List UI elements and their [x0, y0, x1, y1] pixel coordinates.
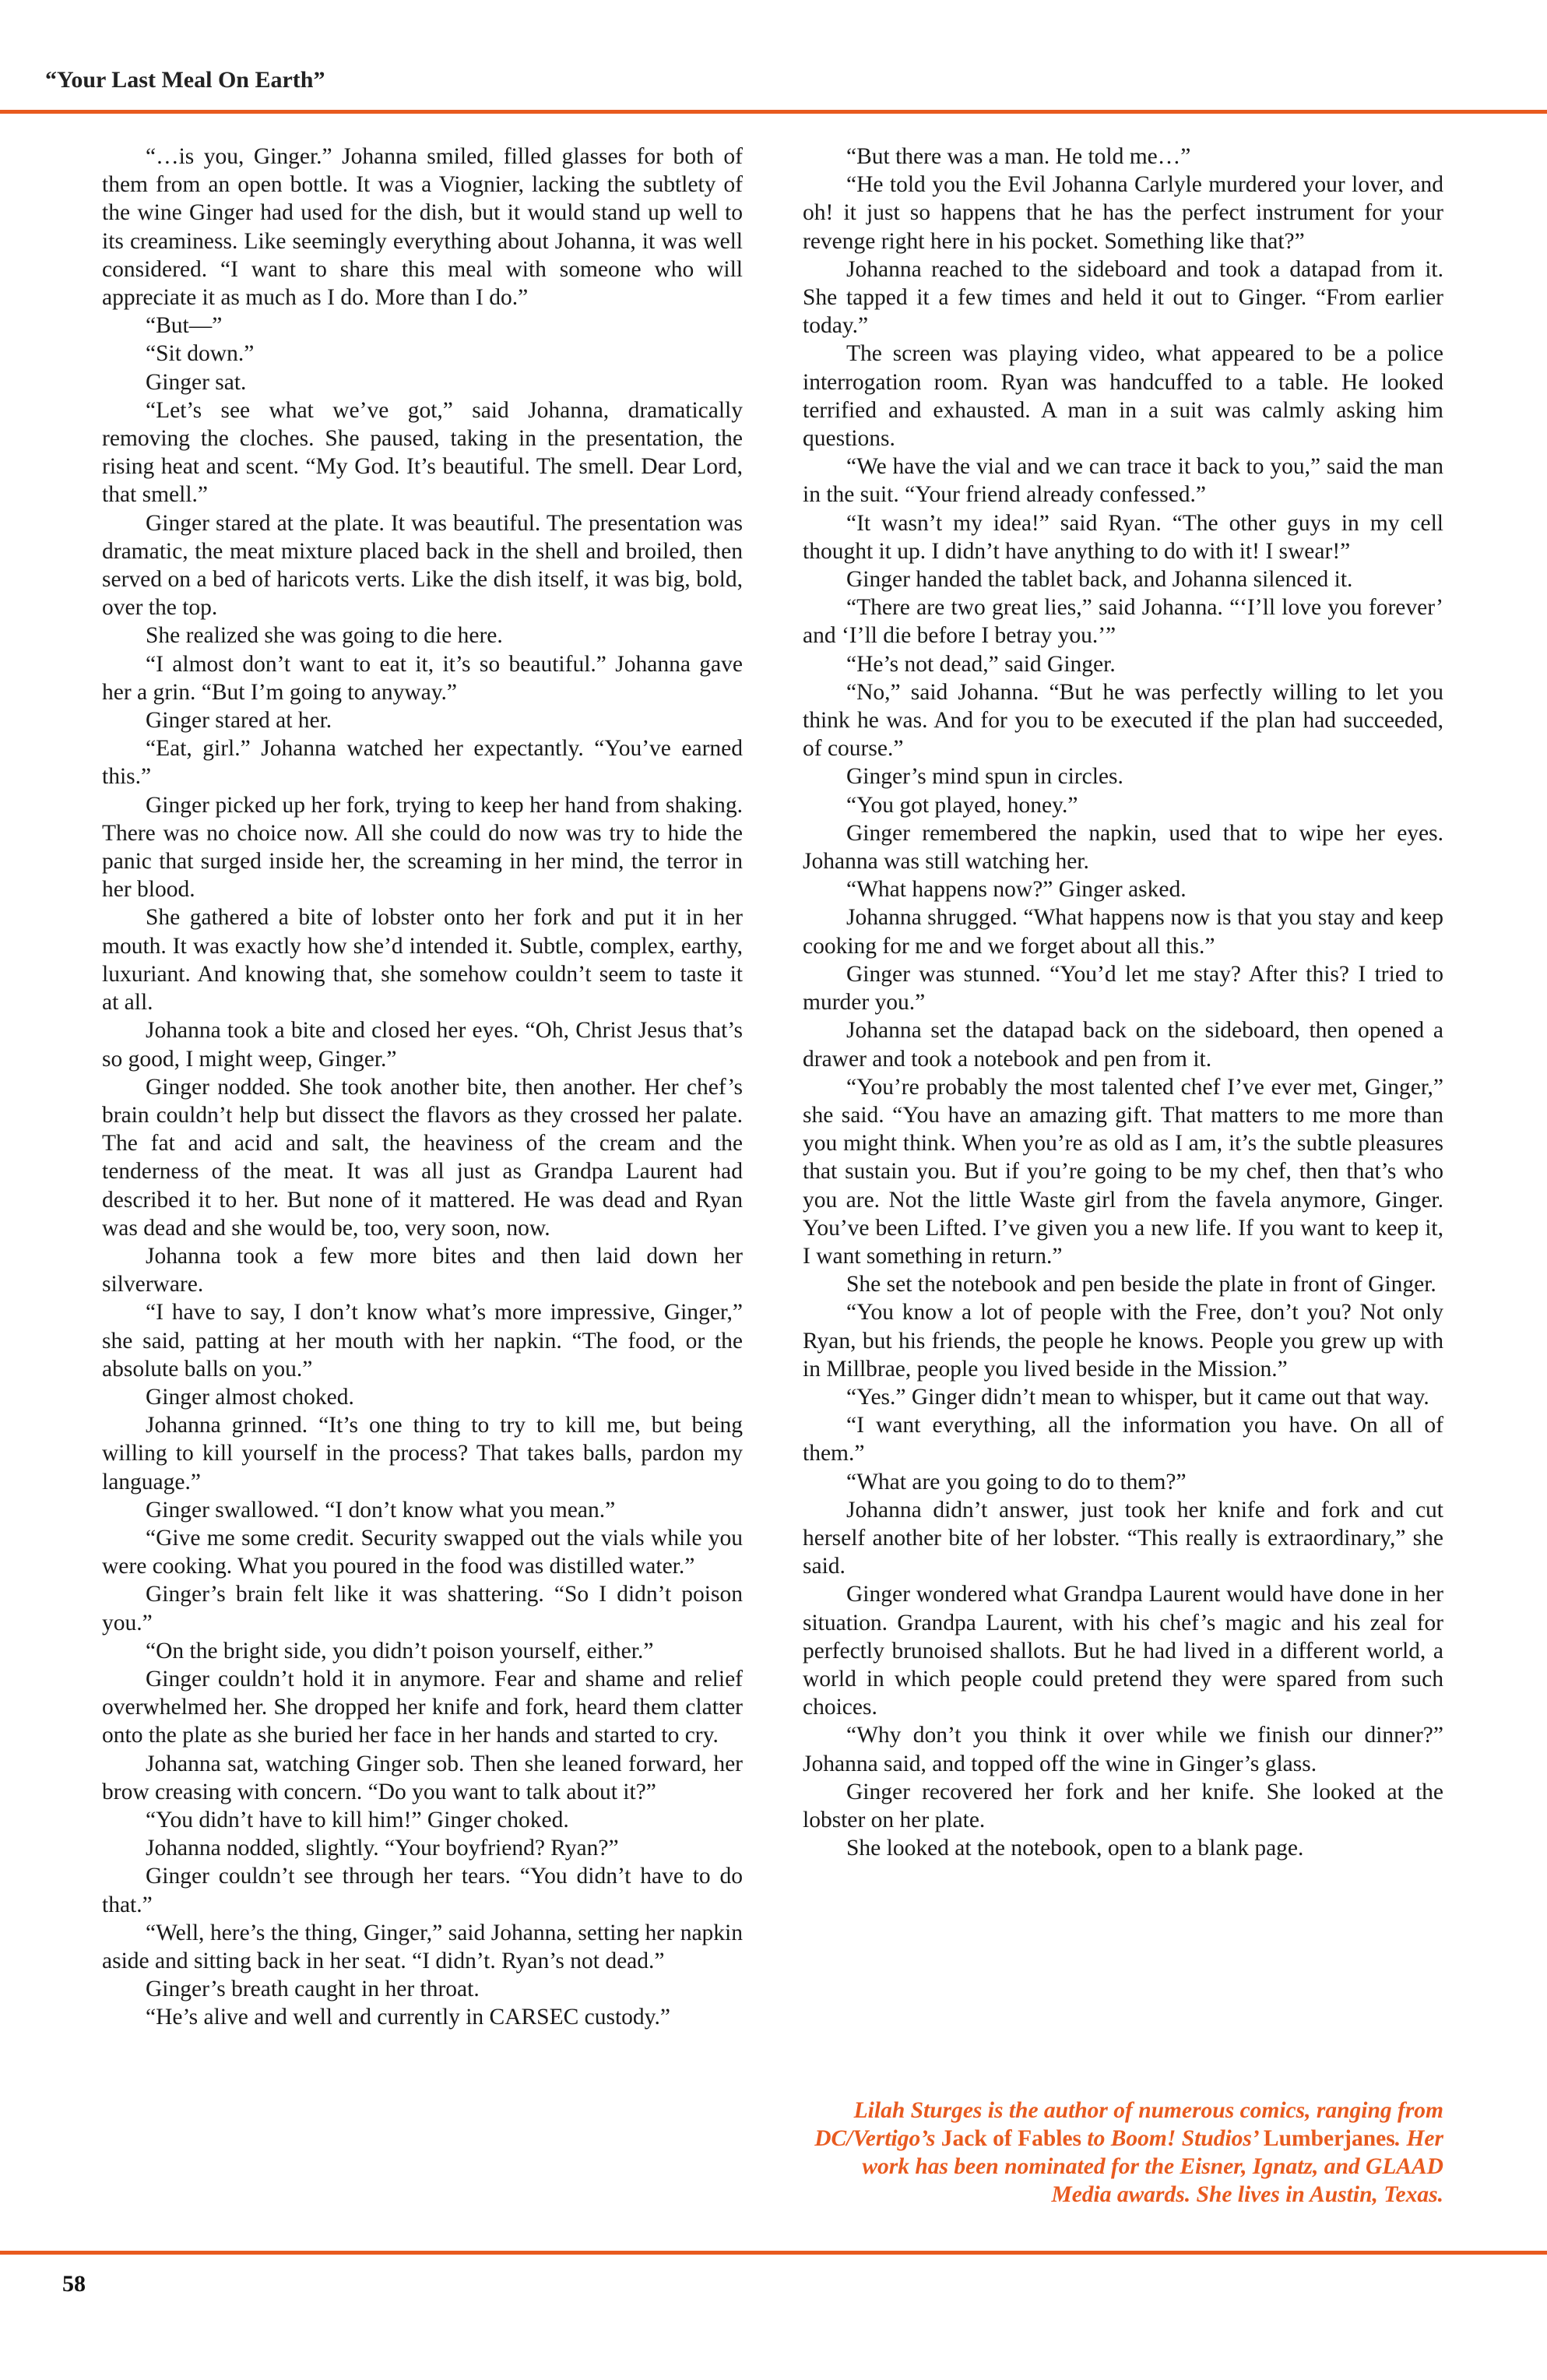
- paragraph: Ginger handed the tablet back, and Johanna silenced it.: [846, 567, 1353, 593]
- paragraph: Ginger’s mind spun in circles.: [846, 764, 1123, 790]
- paragraph: Ginger almost choked.: [146, 1384, 354, 1410]
- paragraph: “Eat, girl.” Johanna watched her expectantly. “You’ve earned this.”: [102, 736, 743, 790]
- paragraph: She gathered a bite of lobster onto her fork and put it in her mouth. It was exactly how she’d intended it. Subtle, complex, earthy, luxuriant. And knowing that, she somehow couldn’t seem to taste it at all.: [102, 905, 743, 1016]
- paragraph: Ginger picked up her fork, trying to keep her hand from shaking. There was no choice now. All she could do now was try to hide the panic that surged inside her, the screaming in her mind, the terror in her blood.: [102, 792, 743, 903]
- paragraph: Ginger was stunned. “You’d let me stay? After this? I tried to murder you.”: [803, 961, 1443, 1016]
- paragraph: Johanna set the datapad back on the sideboard, then opened a drawer and took a notebook and pen from it.: [803, 1018, 1443, 1072]
- paragraph: She looked at the notebook, open to a blank page.: [846, 1836, 1304, 1861]
- paragraph: “What are you going to do to them?”: [846, 1469, 1187, 1495]
- paragraph: “Give me some credit. Security swapped out the vials while you were cooking. What you poured in the food was distilled water.”: [102, 1525, 743, 1579]
- paragraph: “Well, here’s the thing, Ginger,” said Johanna, setting her napkin aside and sitting back in her seat. “I didn’t. Ryan’s not dead.”: [102, 1920, 743, 1973]
- paragraph: Johanna took a few more bites and then laid down her silverware.: [102, 1243, 743, 1297]
- paragraph: “You got played, honey.”: [846, 792, 1078, 818]
- paragraph: She realized she was going to die here.: [146, 623, 503, 649]
- paragraph: “…is you, Ginger.” Johanna smiled, filled glasses for both of them from an open bottle. It was a Viognier, lacking the subtlety of the wine Ginger had used for the dish, but it would stand up well to its creaminess. Like seemingly everything about Johanna, it was well considered. “I want to share this meal with someone who will appreciate it as much as I do. More than I do.”: [102, 144, 743, 311]
- paragraph: “It wasn’t my idea!” said Ryan. “The other guys in my cell thought it up. I didn’t have anything to do with it! I swear!”: [803, 510, 1443, 564]
- paragraph: “I almost don’t want to eat it, it’s so beautiful.” Johanna gave her a grin. “But I’m going to anyway.”: [102, 651, 743, 705]
- paragraph: Ginger wondered what Grandpa Laurent would have done in her situation. Grandpa Laurent, with his chef’s magic and his zeal for perfectly brunoised shallots. But he had lived in a different world, a world in which people could pretend they were spared from such choices.: [803, 1582, 1443, 1720]
- paragraph: Ginger recovered her fork and her knife. She looked at the lobster on her plate.: [803, 1779, 1443, 1833]
- paragraph: “No,” said Johanna. “But he was perfectly willing to let you think he was. And for you to be executed if the plan had succeeded, of course.”: [803, 679, 1443, 762]
- paragraph: “Yes.” Ginger didn’t mean to whisper, but it came out that way.: [846, 1384, 1429, 1410]
- paragraph: “But—”: [146, 313, 223, 339]
- author-bio: [803, 2097, 1443, 2209]
- paragraph: Ginger stared at the plate. It was beautiful. The presentation was dramatic, the meat mixture placed back in the shell and broiled, then served on a bed of haricots verts. Like the dish itself, it was big, bold, over the top.: [102, 510, 743, 621]
- paragraph: Johanna took a bite and closed her eyes. “Oh, Christ Jesus that’s so good, I might weep, Ginger.”: [102, 1018, 743, 1072]
- left-column: [102, 143, 743, 2032]
- paragraph: “We have the vial and we can trace it back to you,” said the man in the suit. “Your friend already confessed.”: [803, 454, 1443, 508]
- paragraph: The screen was playing video, what appeared to be a police interrogation room. Ryan was handcuffed to a table. He looked terrified and exhausted. A man in a suit was calmly asking him questions.: [803, 341, 1443, 452]
- right-column: [803, 143, 1443, 1862]
- paragraph: Johanna didn’t answer, just took her knife and fork and cut herself another bite of her lobster. “This really is extraordinary,” she said.: [803, 1497, 1443, 1579]
- paragraph: “There are two great lies,” said Johanna. “‘I’ll love you forever’ and ‘I’ll die before I betray you.’”: [803, 595, 1443, 649]
- paragraph: Ginger remembered the napkin, used that to wipe her eyes. Johanna was still watching her.: [803, 820, 1443, 875]
- page-number: 58: [62, 2271, 86, 2297]
- footer-rule: [0, 2251, 1547, 2255]
- paragraph: Ginger stared at her.: [146, 708, 332, 734]
- running-header-title: “Your Last Meal On Earth”: [45, 67, 325, 93]
- paragraph: “He’s alive and well and currently in CARSEC custody.”: [146, 2005, 670, 2030]
- paragraph: “I have to say, I don’t know what’s more impressive, Ginger,” she said, patting at her mouth with her napkin. “The food, or the absolute balls on you.”: [102, 1300, 743, 1382]
- bio-book-title: Lumberjanes: [1263, 2126, 1395, 2151]
- paragraph: Johanna grinned. “It’s one thing to try to kill me, but being willing to kill yourself in the process? That takes balls, pardon my language.”: [102, 1413, 743, 1495]
- paragraph: “Why don’t you think it over while we finish our dinner?” Johanna said, and topped off the wine in Ginger’s glass.: [803, 1723, 1443, 1776]
- paragraph: She set the notebook and pen beside the plate in front of Ginger.: [846, 1272, 1436, 1297]
- paragraph: Ginger’s brain felt like it was shattering. “So I didn’t poison you.”: [102, 1582, 743, 1635]
- bio-text: Lilah Sturges is the author of numerous comics, ranging from DC/Vertigo’s: [814, 2098, 1443, 2151]
- bio-text: . Her work has been nominated for the Eisner, Ignatz, and GLAAD Media awards. She lives in Austin, Texas.: [862, 2126, 1443, 2207]
- bio-text: to Boom! Studios’: [1081, 2126, 1264, 2151]
- paragraph: Johanna reached to the sideboard and took a datapad from it. She tapped it a few times and held it out to Ginger. “From earlier today.”: [803, 256, 1443, 339]
- paragraph: “He’s not dead,” said Ginger.: [846, 651, 1116, 677]
- paragraph: “Sit down.”: [146, 341, 255, 367]
- paragraph: Ginger sat.: [146, 369, 247, 395]
- paragraph: “You’re probably the most talented chef I’ve ever met, Ginger,” she said. “You have an amazing gift. That matters to me more than you might think. When you’re as old as I am, it’s the subtle pleasures that sustain you. But if you’re going to be my chef, then that’s who you are. Not the little Waste girl from the favela anymore, Ginger. You’ve been Lifted. I’ve given you a new life. If you want to keep it, I want something in return.”: [803, 1074, 1443, 1269]
- paragraph: Johanna sat, watching Ginger sob. Then she leaned forward, her brow creasing with concern. “Do you want to talk about it?”: [102, 1751, 743, 1804]
- paragraph: Ginger’s breath caught in her throat.: [146, 1977, 480, 2002]
- paragraph: “But there was a man. He told me…”: [846, 144, 1191, 169]
- paragraph: “I want everything, all the information you have. On all of them.”: [803, 1413, 1443, 1466]
- paragraph: “What happens now?” Ginger asked.: [846, 877, 1187, 903]
- paragraph: Ginger couldn’t hold it in anymore. Fear and shame and relief overwhelmed her. She dropped her knife and fork, heard them clatter onto the plate as she buried her face in her hands and started to cry.: [102, 1666, 743, 1748]
- paragraph: “You didn’t have to kill him!” Ginger choked.: [146, 1807, 569, 1833]
- paragraph: Ginger nodded. She took another bite, then another. Her chef’s brain couldn’t help but dissect the flavors as they crossed her palate. The fat and acid and salt, the heaviness of the cream and the tenderness of the meat. It was all just as Grandpa Laurent had described it to her. But none of it mattered. He was dead and Ryan was dead and she would be, too, very soon, now.: [102, 1074, 743, 1241]
- paragraph: “On the bright side, you didn’t poison yourself, either.”: [146, 1638, 654, 1664]
- paragraph: Ginger swallowed. “I don’t know what you mean.”: [146, 1497, 616, 1523]
- bio-book-title: Jack of Fables: [941, 2126, 1082, 2151]
- paragraph: Johanna nodded, slightly. “Your boyfriend? Ryan?”: [146, 1836, 619, 1861]
- paragraph: “Let’s see what we’ve got,” said Johanna, dramatically removing the cloches. She paused, taking in the presentation, the rising heat and scent. “My God. It’s beautiful. The smell. Dear Lord, that smell.”: [102, 397, 743, 508]
- paragraph: “He told you the Evil Johanna Carlyle murdered your lover, and oh! it just so happens that he has the perfect instrument for your revenge right here in his pocket. Something like that?”: [803, 172, 1443, 254]
- paragraph: Johanna shrugged. “What happens now is that you stay and keep cooking for me and we forget about all this.”: [803, 905, 1443, 959]
- paragraph: “You know a lot of people with the Free, don’t you? Not only Ryan, but his friends, the people he knows. People you grew up with in Millbrae, people you lived beside in the Mission.”: [803, 1300, 1443, 1382]
- header-rule: [0, 110, 1547, 114]
- paragraph: Ginger couldn’t see through her tears. “You didn’t have to do that.”: [102, 1864, 743, 1917]
